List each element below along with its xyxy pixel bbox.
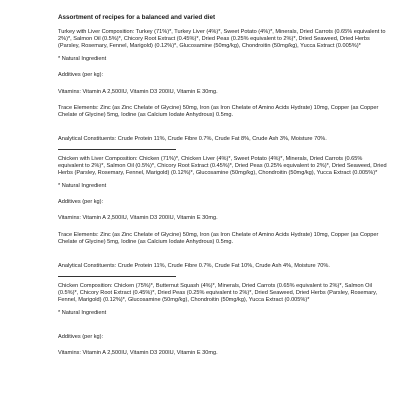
recipe-1-composition: Turkey with Liver Composition: Turkey (71%)*, Turkey Liver (4%)*, Sweet Potato (4%)*, Minerals, Dried Carrots (0.65% equivalent to 2%)*, Salmon Oil (0.5%)*, Chicory Root Extract (0.45%)*, Dried Peas (0.25% equivalent to 2%)*, Dried Seaweed, Dried Herbs (Parsley, Rosemary, Fennel, Marigold) (0.12%)*, Glucosamine (50mg/kg), Chondroitin (50mg/kg), Yucca Extract (0.005%)* [58,29,386,50]
document-title: Assortment of recipes for a balanced and varied diet [58,14,216,21]
recipe-1-natural-note: * Natural Ingredient [58,56,107,63]
recipe-1-analytical: Analytical Constituents: Crude Protein 11%, Crude Fibre 0.7%, Crude Fat 8%, Crude Ash 3%, Moisture 70%. [58,135,327,142]
recipe-1-additives-label: Additives (per kg): [58,72,104,79]
recipe-3-vitamins: Vitamins: Vitamin A 2,500IU, Vitamin D3 200IU, Vitamin E 30mg. [58,350,218,357]
recipe-3-additives-label: Additives (per kg): [58,334,104,341]
recipe-2-analytical: Analytical Constituents: Crude Protein 11%, Crude Fibre 0.7%, Crude Fat 10%, Crude Ash 4%, Moisture 70%. [58,262,330,269]
recipe-2-trace-elements: Trace Elements: Zinc (as Zinc Chelate of Glycine) 50mg, Iron (as Iron Chelate of Amino Acids Hydrate) 10mg, Copper (as Copper Chelate of Glycine) 5mg, Iodine (as Calcium Iodate Anhydrous) 0.5mg. [58,231,379,245]
recipe-3-composition: Chicken Composition: Chicken (75%)*, Butternut Squash (4%)*, Minerals, Dried Carrots (0.65% equivalent to 2%)*, Salmon Oil (0.5%)*, Chicory Root Extract (0.45%)*, Dried Peas (0.25% equivalent to 2%)*, Dried Seaweed, Dried Herbs (Parsley, Rosemary, Fennel, Marigold) (0.12%)*, Glucosamine (50mg/kg), Chondroitin (50mg/kg), Yucca Extract (0.005%)* [58,282,378,303]
recipe-2-composition: Chicken with Liver Composition: Chicken (71%)*, Chicken Liver (4%)*, Sweet Potato (4%)*, Minerals, Dried Carrots (0.65% equivalent to 2%)*, Salmon Oil (0.5%)*, Chicory Root Extract (0.45%)*, Dried Peas (0.25% equivalent to 2%)*, Dried Seaweed, Dried Herbs (Parsley, Rosemary, Fennel, Marigold) (0.12%)*, Glucosamine (50mg/kg), Chondroitin (50mg/kg), Yucca Extract (0.005%)* [58,155,387,177]
document [58,14,388,357]
recipe-1-trace-elements: Trace Elements: Zinc (as Zinc Chelate of Glycine) 50mg, Iron (as Iron Chelate of Amino Acids Hydrate) 10mg, Copper (as Copper Chelate of Glycine) 5mg, Iodine (as Calcium Iodate Anhydrous) 0.5mg. [58,104,379,118]
recipe-3-natural-note: * Natural Ingredient [58,310,107,317]
recipe-2-vitamins: Vitamins: Vitamin A 2,500IU, Vitamin D3 200IU, Vitamin E 30mg. [58,215,218,222]
recipe-2-natural-note: * Natural Ingredient [58,183,107,190]
recipe-1-vitamins: Vitamins: Vitamin A 2,500IU, Vitamin D3 200IU, Vitamin E 30mg. [58,88,218,95]
recipe-2-additives-label: Additives (per kg): [58,199,104,206]
